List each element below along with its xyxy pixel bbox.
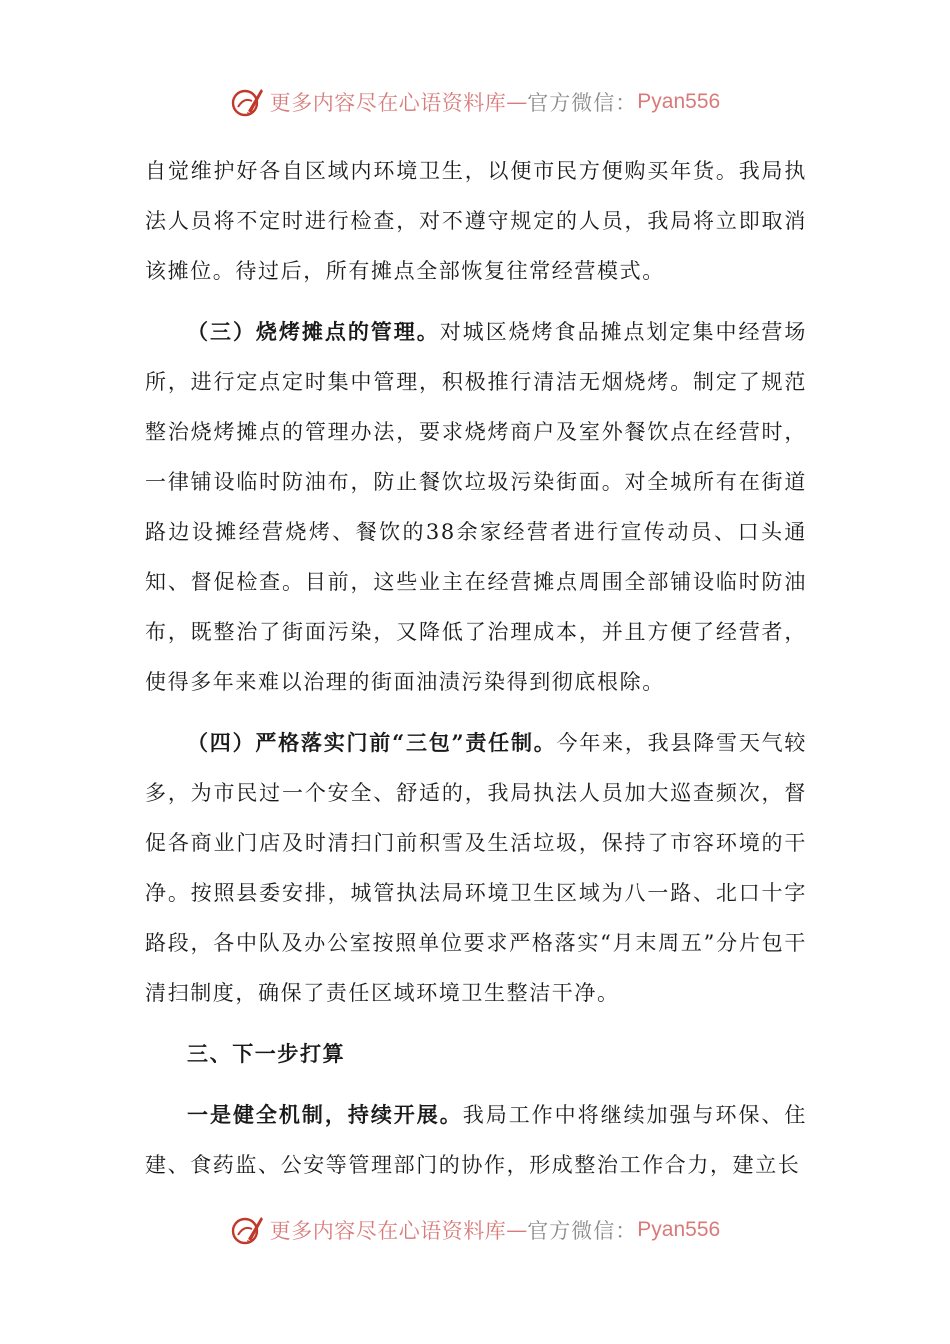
paragraph-4-lead: 一是健全机制，持续开展。 [187, 1102, 463, 1127]
paragraph-3-lead: （四）严格落实门前“三包”责任制。 [187, 730, 557, 755]
paragraph-2 [145, 307, 807, 707]
document-body [145, 146, 807, 1201]
paragraph-1: 自觉维护好各自区域内环境卫生，以便市民方便购买年货。我局执法人员将不定时进行检查，对不遵守规定的人员，我局将立即取消该摊位。待过后，所有摊点全部恢复往常经营模式。 [145, 159, 807, 283]
paragraph-4-text: 我局工作中将继续加强与环保、住建、食药监、公安等管理部门的协作，形成整治工作合力，建立长 [145, 1103, 808, 1177]
section-heading-3: 三、下一步打算 [187, 1041, 346, 1066]
banner-wechat-id: Pyan556 [637, 90, 721, 113]
footer-banner [0, 1208, 950, 1252]
banner-separator: — [506, 1218, 528, 1242]
banner-separator: — [506, 90, 528, 114]
banner-wechat-id: Pyan556 [637, 1218, 721, 1241]
header-banner [0, 80, 950, 124]
paragraph-2-lead: （三）烧烤摊点的管理。 [187, 319, 440, 344]
pen-seal-icon [230, 85, 264, 119]
paragraph-3 [145, 718, 807, 1018]
banner-main-text: 更多内容尽在心语资料库 [269, 1219, 507, 1243]
paragraph-3-text: 今年来，我县降雪天气较多，为市民过一个安全、舒适的，我局执法人员加大巡查频次，督促各商业门店及时清扫门前积雪及生活垃圾，保持了市容环境的干净。按照县委安排，城管执法局环境卫生区域为八一路、北口十字路段，各中队及办公室按照单位要求严格落实“月末周五”分片包干清扫制度，确保了责任区域环境卫生整洁干净。 [145, 731, 807, 1005]
banner-main-text: 更多内容尽在心语资料库 [269, 91, 507, 115]
banner-wechat-label: 官方微信： [527, 1219, 638, 1243]
paragraph-4 [145, 1090, 807, 1190]
paragraph-2-text: 对城区烧烤食品摊点划定集中经营场所，进行定点定时集中管理，积极推行清洁无烟烧烤。制定了规范整治烧烤摊点的管理办法，要求烧烤商户及室外餐饮点在经营时，一律铺设临时防油布，防止餐饮垃圾污染街面。对全城所有在街道路边设摊经营烧烤、餐饮的38余家经营者进行宣传动员、口头通知、督促检查。目前，这些业主在经营摊点周围全部铺设临时防油布，既整治了街面污染，又降低了治理成本，并且方便了经营者，使得多年来难以治理的街面油渍污染得到彻底根除。 [145, 320, 807, 694]
banner-wechat-label: 官方微信： [527, 91, 638, 115]
pen-seal-icon [230, 1213, 264, 1247]
